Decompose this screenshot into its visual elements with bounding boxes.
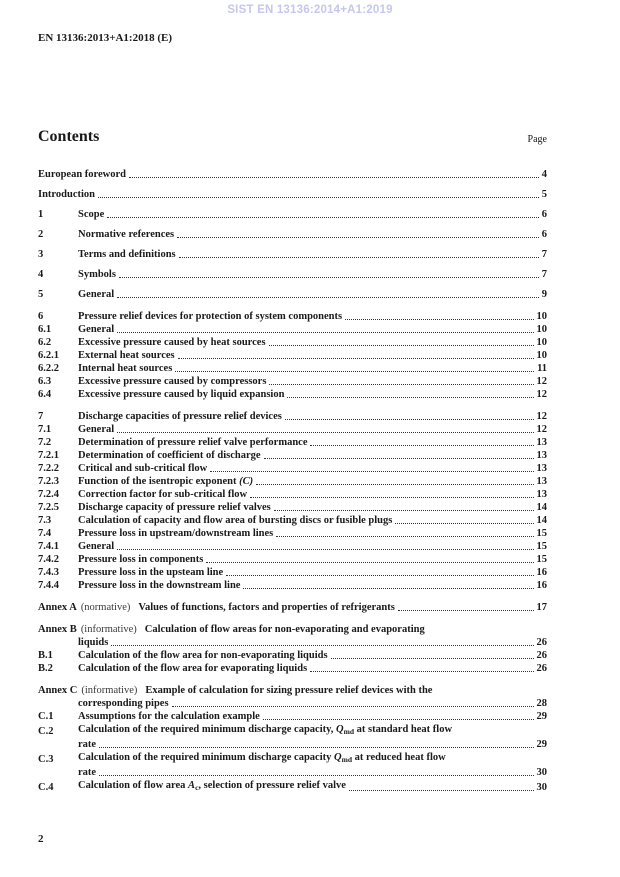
toc-dot-leader [269,345,534,346]
toc-entry-title: Calculation of the flow area for non-evaporating liquids [78,650,328,661]
toc-entry-continuation [38,766,547,779]
toc-entry-label: 6 [38,311,44,322]
toc-entry-title: External heat sources [78,350,175,361]
toc-entry-label: 7.2.5 [38,502,59,513]
toc-entry-title: Introduction [38,189,95,200]
toc-entry [38,449,547,462]
toc-entry-title: Pressure loss in components [78,554,204,565]
toc-entry-title: Excessive pressure caused by compressors [78,376,267,387]
toc-entry-title: Critical and sub-critical flow [78,463,208,474]
toc-dot-leader [276,536,533,537]
toc-entry [38,228,547,241]
toc-dot-leader [119,277,539,278]
toc-entry [38,423,547,436]
toc-dot-leader [99,775,533,776]
toc-entry-page: 6 [541,209,547,220]
toc-entry-page: 30 [536,782,547,793]
toc-entry-page: 4 [541,169,547,180]
toc-entry-title-continuation: rate [78,767,97,778]
document-reference: EN 13136:2013+A1:2018 (E) [38,32,172,44]
toc-entry-page: 17 [536,602,547,613]
toc-entry-title: Calculation of capacity and flow area of bursting discs or fusible plugs [78,515,393,526]
toc-dot-leader [349,790,534,791]
toc-entry-page: 14 [536,515,547,526]
toc-entry-title: European foreword [38,169,126,180]
toc-entry [38,553,547,566]
toc-entry-page: 29 [536,739,547,750]
toc-entry-continuation [38,697,547,710]
toc-dot-leader [263,719,534,720]
toc-entry [38,208,547,221]
toc-dot-leader [256,484,533,485]
toc-dot-leader [269,384,533,385]
toc-entry-label: 6.1 [38,324,52,335]
toc-entry-page: 13 [536,450,547,461]
toc-entry-page: 26 [536,637,547,648]
toc-entry-label: C.1 [38,711,54,722]
toc-entry-page: 12 [536,411,547,422]
toc-entry [38,779,547,794]
toc-entry [38,710,547,723]
toc-entry-title [78,475,253,488]
toc-entry-title: General [78,289,115,300]
toc-entry-page: 29 [536,711,547,722]
toc-entry-page: 6 [541,229,547,240]
toc-entry-label: 7.2.2 [38,463,59,474]
toc-entry-title: Values of functions, factors and properties of refrigerants [138,602,395,613]
toc-entry-qualifier: (normative) [80,602,131,613]
toc-entry-page: 5 [541,189,547,200]
toc-entry-title: Calculation of flow areas for non-evaporating and evaporating [144,624,425,635]
toc-entry-qualifier: (informative) [81,685,138,696]
toc-entry-page: 12 [536,424,547,435]
toc-entry-label: 7.4.3 [38,567,59,578]
toc-dot-leader [250,497,533,498]
toc-entry [38,623,547,636]
toc-entry-page: 12 [536,376,547,387]
toc-entry-label: C.2 [38,726,54,737]
toc-entry-page: 10 [536,324,547,335]
toc-entry-label: 6.2.1 [38,350,59,361]
subscript-text: md [343,727,355,736]
toc-entry-page: 30 [536,767,547,778]
toc-dot-leader [117,332,533,333]
toc-entry [38,410,547,423]
plain-text: , selection of pressure relief valve [198,780,346,791]
toc-dot-leader [107,217,539,218]
plain-text: Calculation of flow area [78,780,189,791]
toc-entry [38,248,547,261]
toc-entry-label: 2 [38,229,44,240]
plain-text: Calculation of the required minimum discharge capacity [78,752,334,763]
toc-dot-leader [178,358,534,359]
toc-dot-leader [331,658,534,659]
toc-dot-leader [117,549,533,550]
toc-entry-title: General [78,324,115,335]
toc-entry-title: Pressure loss in the upsteam line [78,567,224,578]
toc-entry-title: Pressure loss in upstream/downstream lines [78,528,274,539]
toc-entry-label: Annex A [38,602,77,613]
toc-entry-title [78,723,452,738]
toc-entry [38,349,547,362]
toc-dot-leader [111,645,533,646]
toc-entry [38,649,547,662]
toc-dot-leader [345,319,533,320]
toc-dot-leader [129,177,539,178]
watermark-text: SIST EN 13136:2014+A1:2019 [227,4,393,16]
toc-entry [38,579,547,592]
toc-entry-label: 6.2 [38,337,52,348]
toc-entry-title: Internal heat sources [78,363,173,374]
toc-dot-leader [117,297,539,298]
toc-entry-page: 15 [536,528,547,539]
toc-entry-page: 13 [536,437,547,448]
toc-dot-leader [179,257,539,258]
toc-entry-title: Assumptions for the calculation example [78,711,260,722]
toc-dot-leader [206,562,533,563]
table-of-contents [38,168,547,794]
toc-dot-leader [177,237,539,238]
italic-text: Q [336,724,344,735]
toc-entry-page: 26 [536,663,547,674]
toc-entry-page: 10 [536,337,547,348]
toc-entry [38,488,547,501]
toc-entry-label: 5 [38,289,44,300]
toc-entry-page: 7 [541,249,547,260]
toc-entry [38,723,547,738]
toc-entry-page: 16 [536,567,547,578]
toc-dot-leader [117,432,533,433]
subscript-text: md [341,755,352,764]
toc-entry-label: 6.4 [38,389,52,400]
toc-entry-label: 7.2.3 [38,476,59,487]
toc-dot-leader [310,445,533,446]
toc-entry [38,462,547,475]
toc-entry-label: 7.4 [38,528,52,539]
toc-entry-label: Annex C [38,685,78,696]
toc-dot-leader [274,510,534,511]
toc-entry-title: General [78,541,115,552]
toc-entry-title: Excessive pressure caused by liquid expansion [78,389,285,400]
toc-dot-leader [287,397,533,398]
toc-entry-page: 16 [536,580,547,591]
italic-text: Q [333,752,342,763]
toc-entry-title: Scope [78,209,105,220]
plain-text: at reduced heat flow [352,752,446,763]
toc-entry-title-continuation: corresponding pipes [78,698,169,709]
toc-dot-leader [395,523,533,524]
toc-entry-label: 3 [38,249,44,260]
toc-entry-page: 9 [541,289,547,300]
toc-entry-label: 1 [38,209,44,220]
toc-entry [38,566,547,579]
toc-entry-label: 7.4.2 [38,554,59,565]
toc-entry-page: 13 [536,463,547,474]
italic-text: (C) [239,476,254,487]
toc-entry-page: 15 [536,554,547,565]
toc-entry [38,362,547,375]
toc-dot-leader [98,197,539,198]
toc-entry-title [78,779,346,794]
italic-text: A [188,780,196,791]
toc-dot-leader [226,575,533,576]
toc-entry [38,501,547,514]
toc-entry-label: 7.2.4 [38,489,59,500]
toc-entry [38,684,547,697]
toc-entry [38,375,547,388]
toc-dot-leader [310,671,533,672]
toc-entry-title: Normative references [78,229,175,240]
toc-entry [38,388,547,401]
toc-entry-page: 13 [536,489,547,500]
toc-entry [38,540,547,553]
toc-entry [38,527,547,540]
toc-entry-label: B.2 [38,663,53,674]
toc-entry-continuation [38,636,547,649]
toc-entry-page: 13 [536,476,547,487]
toc-entry-title: Determination of pressure relief valve performance [78,437,308,448]
toc-entry [38,514,547,527]
toc-entry-title: Example of calculation for sizing pressure relief devices with the [145,685,433,696]
toc-dot-leader [243,588,533,589]
toc-entry-page: 26 [536,650,547,661]
toc-entry [38,436,547,449]
toc-entry-label: 6.3 [38,376,52,387]
toc-entry-page: 10 [536,350,547,361]
toc-entry-title: Symbols [78,269,116,280]
toc-dot-leader [172,706,534,707]
toc-entry-title-continuation: rate [78,739,97,750]
toc-entry-label: 7.2 [38,437,52,448]
toc-entry [38,288,547,301]
toc-entry-page: 11 [537,363,547,374]
toc-entry-label: 7.2.1 [38,450,59,461]
toc-entry-title: Calculation of the flow area for evaporating liquids [78,663,308,674]
contents-title: Contents [38,128,100,145]
toc-entry-title: Discharge capacity of pressure relief valves [78,502,271,513]
toc-entry-label: 7 [38,411,44,422]
page-column-label: Page [527,134,547,145]
toc-entry-label: 6.2.2 [38,363,59,374]
toc-dot-leader [398,610,534,611]
toc-entry-title: Pressure relief devices for protection of system components [78,311,343,322]
toc-entry [38,268,547,281]
toc-entry-label: C.3 [38,754,54,765]
toc-entry [38,336,547,349]
toc-entry-page: 14 [536,502,547,513]
toc-entry-title: Pressure loss in the downstream line [78,580,241,591]
toc-entry-title: Discharge capacities of pressure relief devices [78,411,282,422]
toc-dot-leader [264,458,534,459]
toc-entry [38,662,547,675]
toc-dot-leader [285,419,534,420]
toc-entry-label: B.1 [38,650,53,661]
toc-entry [38,475,547,488]
toc-entry-page: 7 [541,269,547,280]
toc-entry [38,751,547,766]
plain-text: Function of the isentropic exponent [78,476,240,487]
toc-dot-leader [175,371,534,372]
plain-text: Calculation of the required minimum discharge capacity, [78,724,337,735]
toc-entry-title: Determination of coefficient of discharge [78,450,261,461]
toc-entry-page: 15 [536,541,547,552]
toc-entry-title [78,751,446,766]
toc-entry [38,310,547,323]
toc-entry-label: C.4 [38,782,54,793]
toc-entry-label: 7.4.1 [38,541,59,552]
footer-page-number: 2 [38,833,44,845]
toc-entry-title: General [78,424,115,435]
subscript-text: c [195,783,199,792]
toc-entry [38,168,547,181]
toc-entry-page: 28 [536,698,547,709]
toc-entry-title: Correction factor for sub-critical flow [78,489,248,500]
toc-entry-title-continuation: liquids [78,637,109,648]
toc-entry-label: 7.1 [38,424,52,435]
toc-entry-label: 7.4.4 [38,580,59,591]
toc-entry-continuation [38,738,547,751]
toc-entry-page: 10 [536,311,547,322]
toc-entry [38,188,547,201]
contents-header [38,127,547,147]
toc-entry [38,323,547,336]
toc-entry-label: Annex B [38,624,77,635]
toc-dot-leader [99,747,533,748]
toc-entry-page: 12 [536,389,547,400]
toc-dot-leader [210,471,533,472]
toc-entry-label: 4 [38,269,44,280]
toc-entry-qualifier: (informative) [80,624,137,635]
toc-entry-title: Excessive pressure caused by heat sources [78,337,266,348]
toc-entry [38,601,547,614]
plain-text: at standard heat flow [354,724,453,735]
toc-entry-title: Terms and definitions [78,249,176,260]
toc-entry-label: 7.3 [38,515,52,526]
